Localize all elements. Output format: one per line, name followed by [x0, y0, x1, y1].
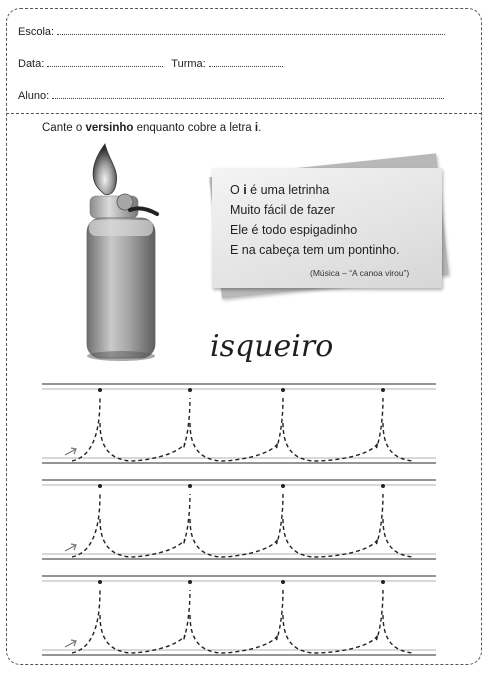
dot-of-i [381, 388, 385, 392]
dot-of-i [281, 580, 285, 584]
poem-line-2: Muito fácil de fazer [230, 203, 335, 217]
student-label: Aluno: [18, 90, 50, 102]
poem-line-4: E na cabeça tem um pontinho. [230, 243, 400, 257]
class-label: Turma: [171, 58, 206, 70]
dot-of-i [281, 388, 285, 392]
dot-of-i [281, 484, 285, 488]
dot-of-i [188, 484, 192, 488]
dot-of-i [381, 580, 385, 584]
song-credit: (Música – “A canoa virou”) [310, 268, 410, 278]
dashed-letter-i-trace [72, 494, 413, 557]
date-label: Data: [18, 58, 45, 70]
instruction-text: Cante o versinho enquanto cobre a letra i. [42, 122, 262, 134]
dot-of-i [188, 388, 192, 392]
dot-of-i [381, 484, 385, 488]
dashed-letter-i-trace [72, 590, 413, 653]
dot-of-i [188, 580, 192, 584]
dot-of-i [98, 388, 102, 392]
start-arrow-icon [65, 640, 76, 647]
start-arrow-icon [65, 544, 76, 551]
cursive-word-text: isqueiro [210, 329, 334, 364]
poem-line-3: Ele é todo espigadinho [230, 223, 358, 237]
poem-line-1: O i é uma letrinha [230, 183, 330, 197]
start-arrow-icon [65, 448, 76, 455]
school-label: Escola: [18, 26, 55, 38]
dot-of-i [98, 580, 102, 584]
dot-of-i [98, 484, 102, 488]
dashed-letter-i-trace [72, 398, 413, 461]
